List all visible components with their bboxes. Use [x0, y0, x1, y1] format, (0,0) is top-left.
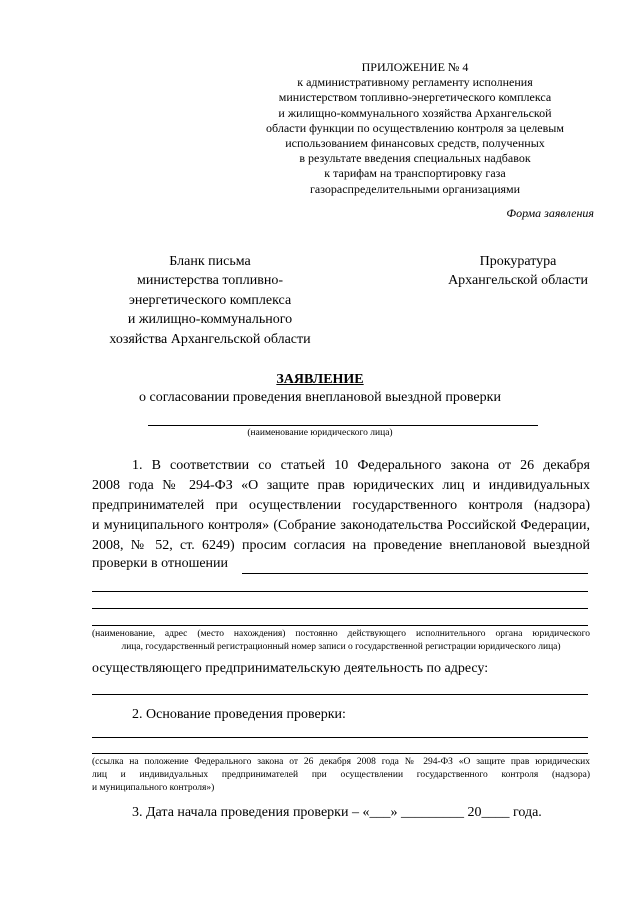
basis-line [92, 753, 588, 754]
appendix-line: использованием финансовых средств, полученных [285, 136, 545, 151]
recipient-block [432, 252, 604, 291]
document-title: ЗАЯВЛЕНИЕ [276, 372, 364, 387]
appendix-line: и жилищно-коммунального хозяйства Архангельской [278, 105, 552, 120]
address-line [92, 694, 588, 695]
form-note: Форма заявления [506, 206, 594, 220]
entity-name-caption: (наименование юридического лица) [247, 428, 393, 438]
caption-line: и муниципального контроля») [92, 783, 215, 793]
document-subtitle: о согласовании проведения внеплановой выездной проверки [139, 390, 501, 405]
letterhead-line: хозяйства Архангельской области [109, 331, 311, 347]
letterhead-line: Бланк письма [169, 254, 251, 269]
paragraph-1 [92, 456, 590, 556]
letterhead-line: министерства топливно- [136, 273, 284, 289]
paragraph-2: 2. Основание проведения проверки: [132, 707, 346, 722]
caption-line: лица, государственный регистрационный номер записи о государственной регистрации юридического лица) [121, 642, 561, 652]
recipient-line: Архангельской области [448, 273, 588, 289]
appendix-line: к административному регламенту исполнения [297, 75, 533, 90]
paragraph-1-last-line: проверки в отношении [92, 556, 229, 571]
appendix-line: газораспределительными организациями [309, 181, 521, 196]
inspection-target-line [92, 625, 588, 626]
appendix-line: ПРИЛОЖЕНИЕ № 4 [361, 60, 469, 74]
caption-line: лиц и индивидуальных предпринимателей при осуществлении государственного контроля (надзора) [92, 770, 590, 780]
letterhead-block [92, 252, 328, 349]
paragraph-line: 2008 года № 294-ФЗ «О защите прав юридических лиц и индивидуальных [92, 478, 590, 493]
paragraph-line: и муниципального контроля» (Собрание законодательства Российской Федерации, [92, 518, 590, 533]
appendix-line: области функции по осуществлению контроля за целевым [266, 120, 564, 135]
caption-line: (ссылка на положение Федерального закона от 26 декабря 2008 года № 294-ФЗ «О защите прав юридических [92, 757, 590, 767]
basis-line [92, 737, 588, 738]
paragraph-3: 3. Дата начала проведения проверки – «___» _________ 20____ года. [132, 805, 542, 820]
inspection-target-line [92, 608, 588, 609]
inspection-target-line [242, 573, 588, 574]
appendix-line: министерством топливно-энергетического комплекса [278, 90, 552, 105]
inspection-target-line [92, 591, 588, 592]
appendix-line: в результате введения специальных надбавок [299, 151, 531, 166]
legal-entity-caption [92, 628, 590, 654]
letterhead-line: и жилищно-коммунального [127, 312, 293, 328]
basis-caption [92, 756, 590, 795]
paragraph-line: 2008, № 52, ст. 6249) просим согласия на проведение внеплановой выездной [92, 538, 590, 553]
appendix-line: к тарифам на транспортировку газа [324, 166, 506, 181]
entity-name-line [148, 425, 538, 426]
recipient-line: Прокуратура [479, 254, 557, 269]
caption-line: (наименование, адрес (место нахождения) постоянно действующего исполнительного органа юридического [92, 629, 590, 639]
letterhead-line: энергетического комплекса [128, 292, 292, 308]
appendix-header [250, 60, 580, 197]
address-label: осуществляющего предпринимательскую деятельность по адресу: [92, 661, 489, 676]
paragraph-line: 1. В соответствии со статьей 10 Федерального закона от 26 декабря [132, 458, 590, 473]
paragraph-line: предпринимателей при осуществлении государственного контроля (надзора) [92, 498, 590, 513]
